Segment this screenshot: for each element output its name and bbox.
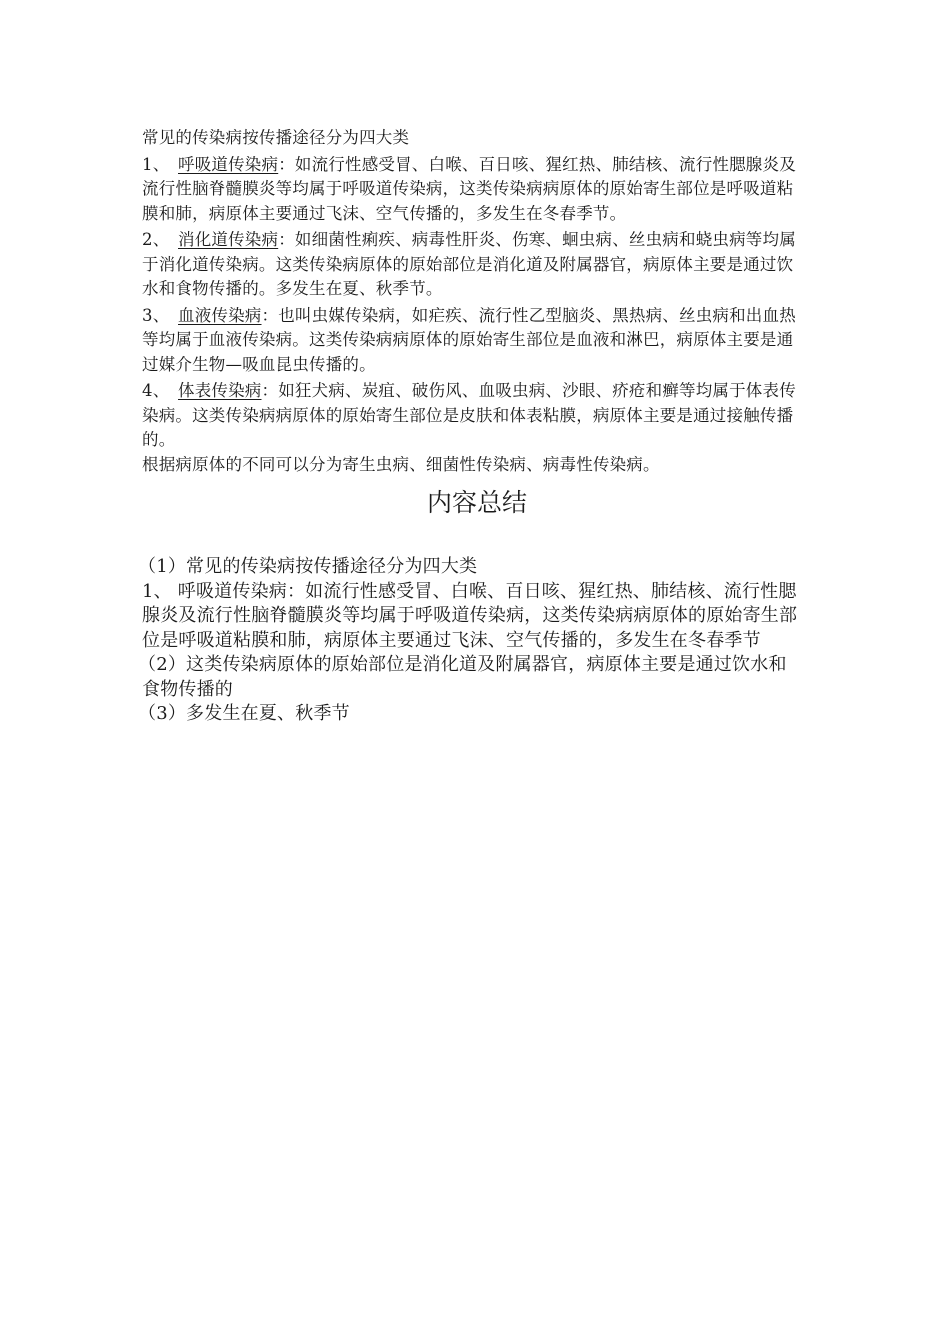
- item-text: ：也叫虫媒传染病，如疟疾、流行性乙型脑炎、黑热病、丝虫病和出血热等均属于血液传染病。这类传染病病原体的原始寄生部位是血液和淋巴，病原体主要是通过媒介生物—吸血昆虫传播的。: [142, 305, 796, 374]
- item-term: 消化道传染病: [178, 230, 279, 249]
- summary-paragraph: （1）常见的传染病按传播途径分为四大类: [138, 556, 478, 577]
- closing-sentence: 根据病原体的不同可以分为寄生虫病、细菌性传染病、病毒性传染病。: [142, 454, 660, 474]
- summary-paragraph: （3）多发生在夏、秋季节: [138, 703, 350, 724]
- item-text: ：如细菌性痢疾、病毒性肝炎、伤寒、蛔虫病、丝虫病和蛲虫病等均属于消化道传染病。这类传染病原体的原始部位是消化道及附属器官，病原体主要是通过饮水和食物传播的。多发生在夏、秋季节。: [142, 230, 796, 298]
- item-term: 血液传染病: [178, 305, 262, 325]
- document-page: [138, 126, 802, 727]
- list-item-respiratory: [142, 153, 802, 227]
- list-item-digestive: [142, 228, 802, 302]
- transmission-section: [142, 126, 802, 477]
- item-number: 4、: [142, 381, 170, 400]
- summary-section: [138, 555, 802, 727]
- list-item-surface: [142, 379, 802, 453]
- item-number: 3、: [142, 305, 170, 325]
- summary-paragraph: 1、 呼吸道传染病：如流行性感受冒、白喉、百日咳、猩红热、肺结核、流行性腮腺炎及流行性脑脊髓膜炎等均属于呼吸道传染病，这类传染病病原体的原始寄生部位是呼吸道粘膜和肺，病原体主要通过飞沫、空气传播的，多发生在冬春季节: [142, 580, 798, 651]
- section-title: 常见的传染病按传播途径分为四大类: [142, 128, 410, 147]
- summary-paragraph: （2）这类传染病原体的原始部位是消化道及附属器官，病原体主要是通过饮水和食物传播的: [138, 654, 787, 700]
- item-term: 呼吸道传染病: [178, 154, 279, 174]
- summary-heading: 内容总结: [426, 488, 527, 517]
- item-term: 体表传染病: [178, 381, 262, 400]
- item-number: 1、: [142, 154, 170, 174]
- item-text: ：如狂犬病、炭疽、破伤风、血吸虫病、沙眼、疥疮和癣等均属于体表传染病。这类传染病病原体的原始寄生部位是皮肤和体表粘膜，病原体主要是通过接触传播的。: [142, 381, 796, 449]
- item-number: 2、: [142, 230, 170, 249]
- item-text: ：如流行性感受冒、白喉、百日咳、猩红热、肺结核、流行性腮腺炎及流行性脑脊髓膜炎等均属于呼吸道传染病，这类传染病病原体的原始寄生部位是呼吸道粘膜和肺，病原体主要通过飞沫、空气传播的，多发生在冬春季节。: [142, 154, 796, 223]
- list-item-blood: [142, 304, 802, 378]
